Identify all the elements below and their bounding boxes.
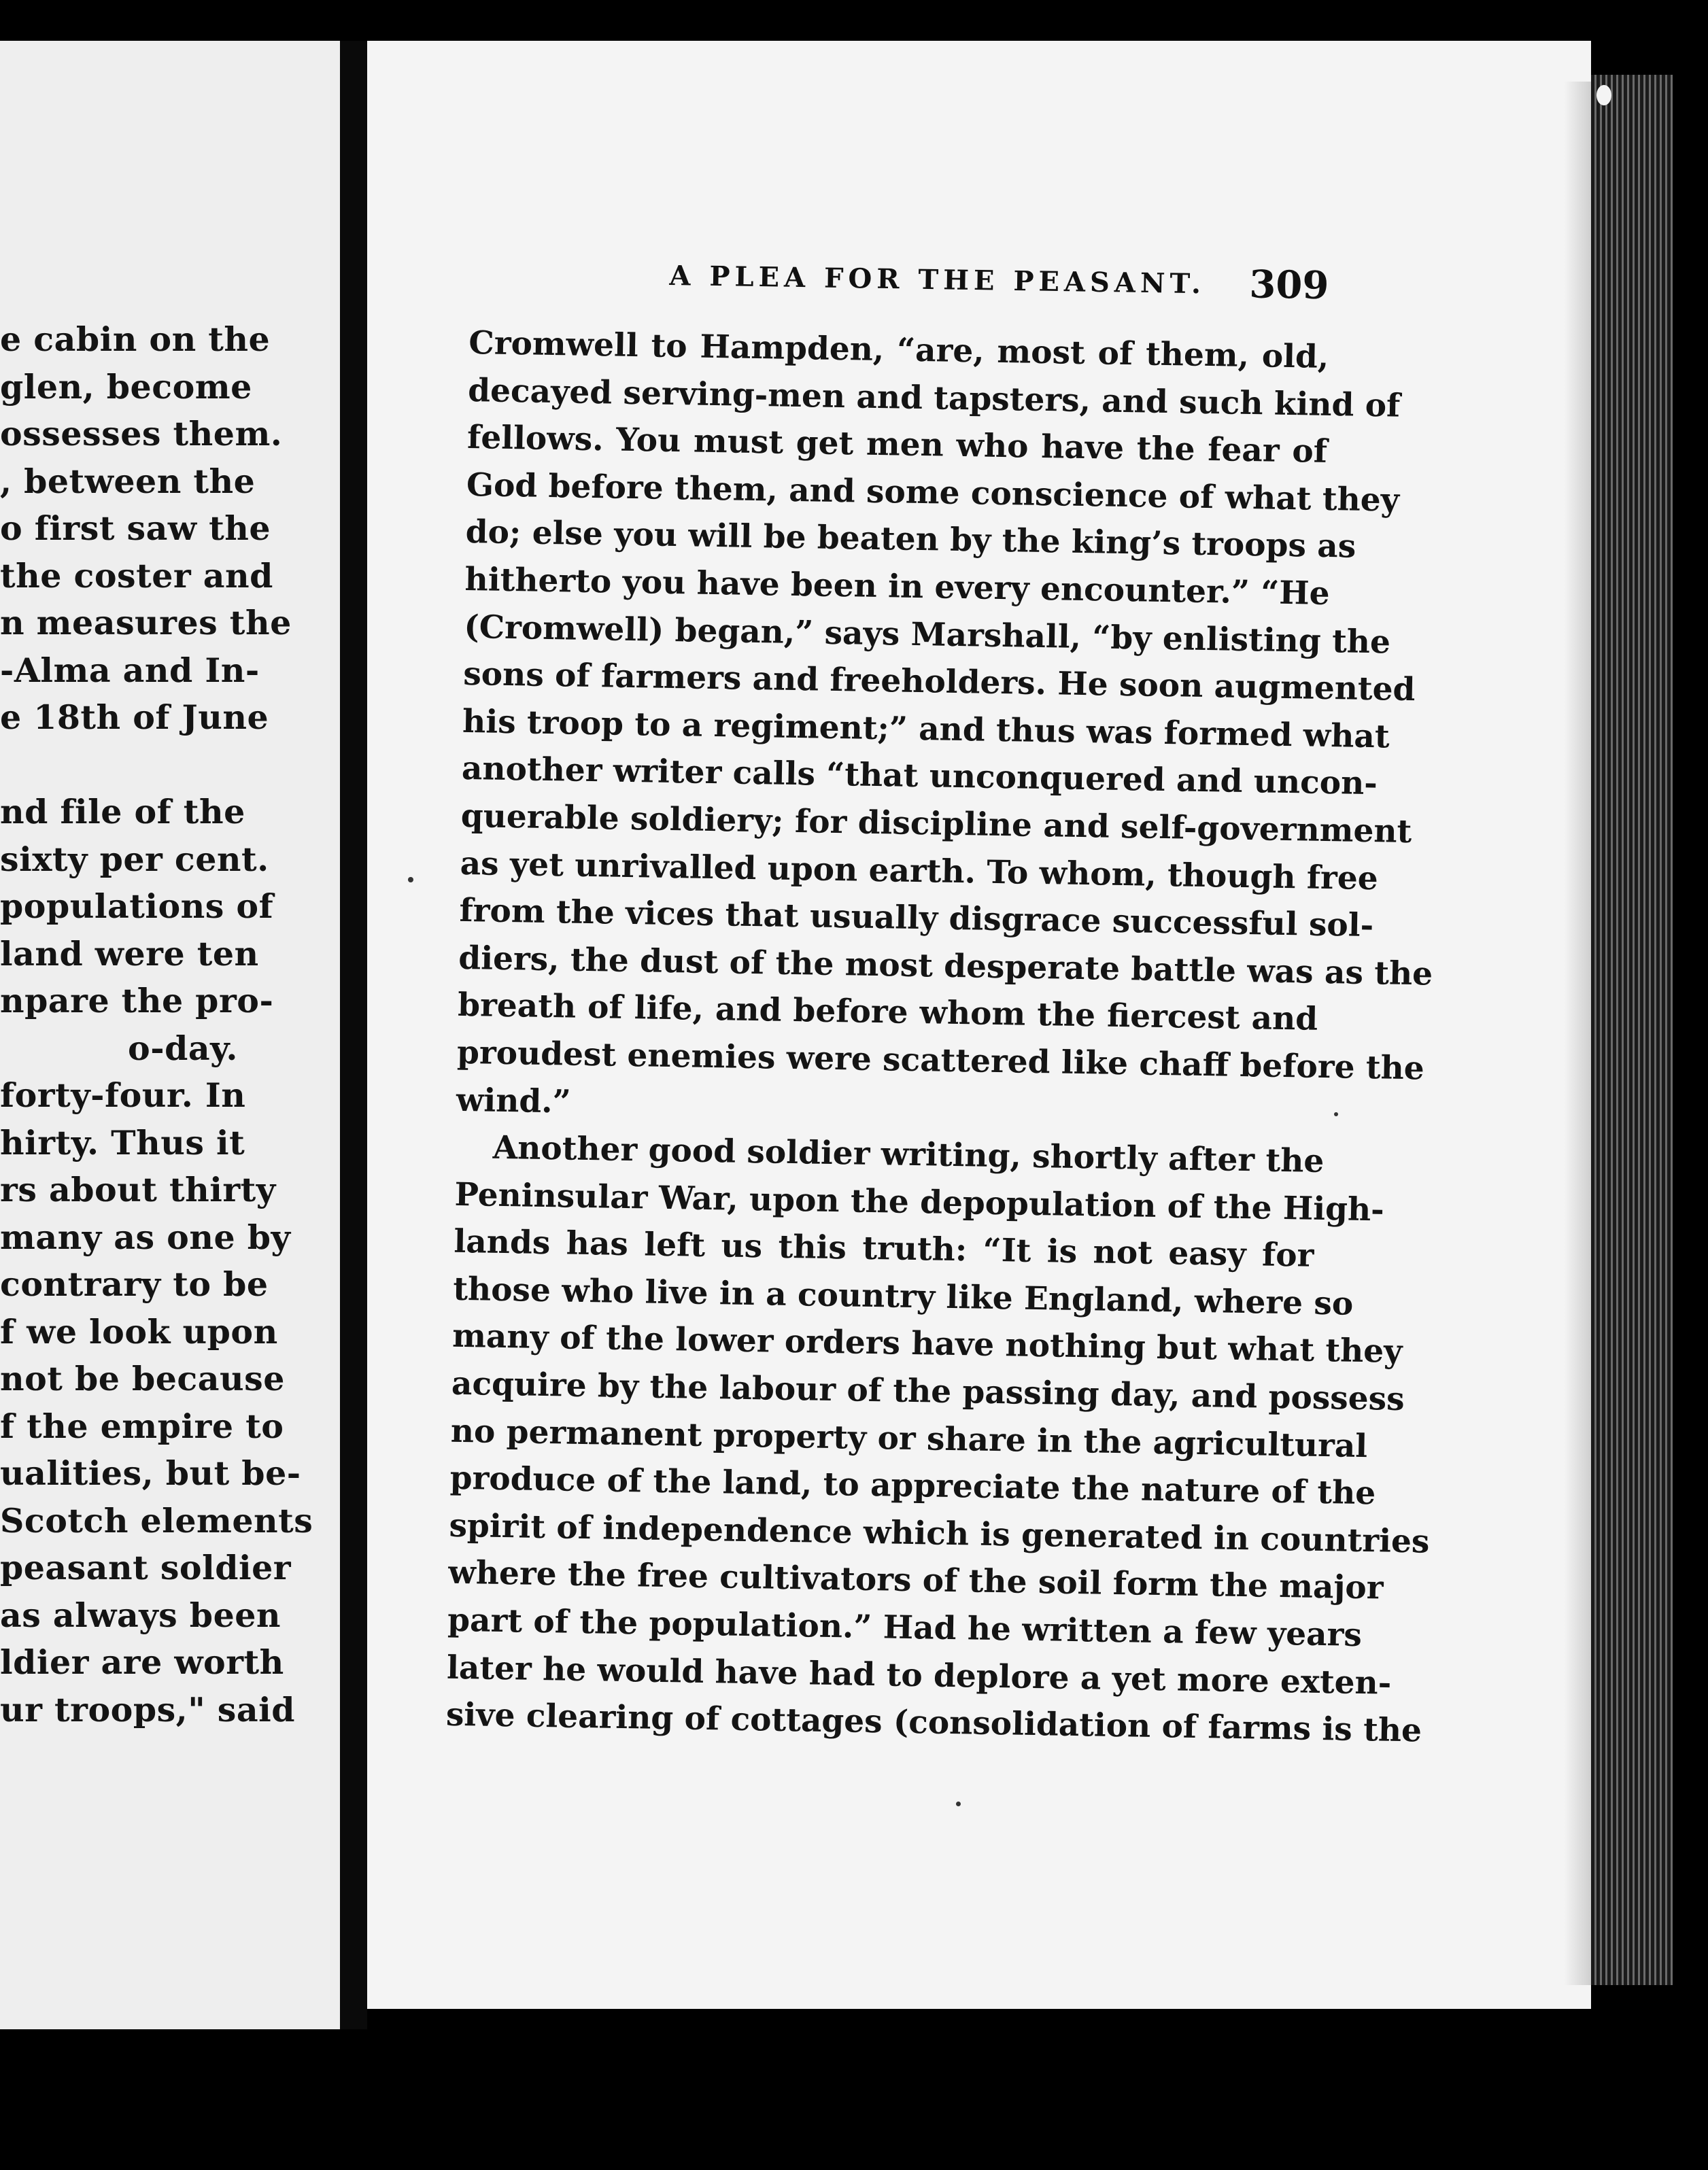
left-page-line: o first saw the	[0, 509, 271, 548]
left-page-line: -Alma and In-	[0, 650, 260, 690]
text-line: Peninsular War, upon the depopulation of the High-	[454, 1175, 1385, 1229]
text-line: querable soldiery; for discipline and self-government	[460, 797, 1412, 851]
left-page-line: as always been	[0, 1595, 281, 1635]
left-page-line: ldier are worth	[0, 1642, 284, 1682]
left-page-line: many as one by	[0, 1217, 291, 1257]
left-page-line: e 18th of June	[0, 698, 269, 737]
scan-speck	[1596, 85, 1611, 105]
text-line: later he would have had to deplore a yet more exten-	[446, 1649, 1392, 1702]
left-page-line: e cabin on the	[0, 320, 271, 359]
text-line: sons of farmers and freeholders. He soon augmented	[462, 655, 1416, 709]
text-line: wind.”	[456, 1081, 572, 1121]
text-line: many of the lower orders have nothing but what they	[451, 1318, 1403, 1371]
text-line: his troop to a regiment;” and thus was formed what	[462, 702, 1390, 756]
book-gutter	[340, 41, 367, 2029]
left-page-line: land were ten	[0, 933, 259, 974]
scan-speck	[408, 877, 413, 882]
left-page-line: n measures the	[0, 603, 292, 642]
text-line: those who live in a country like England, where so	[452, 1270, 1354, 1323]
left-page-line: Scotch elements	[0, 1500, 313, 1540]
text-line: acquire by the labour of the passing day, and possess	[451, 1364, 1405, 1419]
left-page-line: contrary to be	[0, 1264, 269, 1304]
left-page-line: peasant soldier	[0, 1548, 292, 1587]
text-line: (Cromwell) began,” says Marshall, “by enlisting the	[464, 608, 1391, 661]
left-page-line: nd file of the	[0, 792, 245, 831]
page-number: 309	[1248, 262, 1329, 309]
text-line: hitherto you have been in every encounter.” “He	[464, 560, 1331, 613]
left-page-line: hirty. Thus it	[0, 1122, 245, 1162]
paragraph	[445, 1124, 1430, 1753]
left-page-line: o-day.	[128, 1028, 238, 1068]
text-line: no permanent property or share in the agricultural	[450, 1412, 1368, 1465]
text-line: breath of life, and before whom the fiercest and	[457, 986, 1318, 1039]
page-edge-shadow	[1564, 82, 1591, 1985]
text-line: diers, the dust of the most desperate battle was as the	[458, 939, 1433, 993]
text-line: as yet unrivalled upon earth. To whom, though free	[460, 844, 1379, 897]
left-page-line: f we look upon	[0, 1311, 278, 1351]
body-text	[445, 320, 1433, 1753]
left-page-line: sixty per cent.	[0, 839, 269, 879]
text-line: where the free cultivators of the soil form the major	[447, 1554, 1384, 1607]
text-line: Cromwell to Hampden, “are, most of them, old,	[468, 324, 1329, 376]
left-page	[0, 41, 340, 2029]
left-page-line: , between the	[0, 461, 256, 501]
left-page-text	[0, 316, 313, 1734]
left-page-line: rs about thirty	[0, 1170, 276, 1209]
left-page-line: ualities, but be-	[0, 1453, 301, 1493]
text-line: another writer calls “that unconquered and uncon-	[461, 750, 1378, 803]
text-line: God before them, and some conscience of what they	[466, 466, 1400, 519]
text-line: do; else you will be beaten by the king’s troops as	[465, 513, 1356, 566]
text-line: produce of the land, to appreciate the nature of the	[449, 1460, 1376, 1513]
running-head: A PLEA FOR THE PEASANT.	[669, 259, 1206, 300]
left-page-line: not be because	[0, 1359, 285, 1398]
left-page-line: ur troops," said	[0, 1689, 296, 1729]
text-line: from the vices that usually disgrace successful sol-	[459, 892, 1374, 945]
left-page-line: ossesses them.	[0, 414, 283, 453]
left-page-line: the coster and	[0, 555, 273, 596]
text-line: lands has left us this truth: “It is not easy for	[454, 1223, 1314, 1275]
paragraph	[456, 320, 1433, 1138]
left-page-line: populations of	[0, 886, 274, 926]
left-page-line: f the empire to	[0, 1406, 284, 1446]
left-page-line: forty-four. In	[0, 1075, 246, 1115]
text-line: Another good soldier writing, shortly after the	[492, 1129, 1325, 1181]
text-line: spirit of independence which is generated in countries	[449, 1506, 1430, 1561]
text-line: fellows. You must get men who have the fear of	[466, 419, 1328, 471]
page-stack-edge	[1591, 75, 1673, 1985]
left-page-line	[0, 742, 238, 789]
scan-speck	[1334, 1112, 1338, 1116]
text-line: proudest enemies were scattered like chaff before the	[456, 1033, 1425, 1088]
text-line: part of the population.” Had he written a few years	[447, 1601, 1363, 1655]
left-page-line: glen, become	[0, 366, 252, 407]
text-line: sive clearing of cottages (consolidation of farms is the	[445, 1695, 1422, 1750]
scan-speck	[956, 1802, 961, 1806]
page-header	[669, 253, 1336, 317]
text-line: decayed serving-men and tapsters, and such kind of	[467, 371, 1401, 425]
left-page-line: npare the pro-	[0, 981, 274, 1020]
